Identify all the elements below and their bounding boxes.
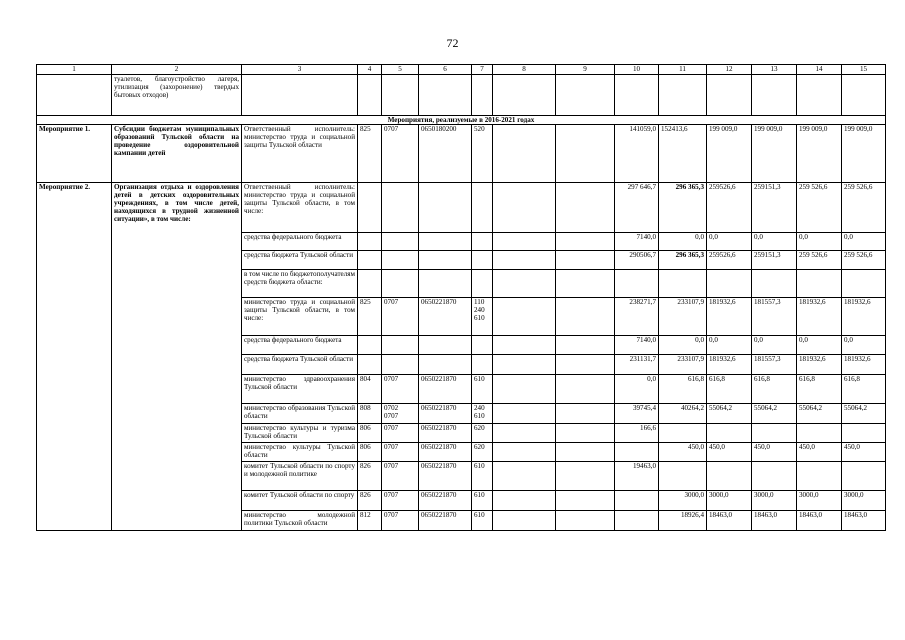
amount-cell: 19463,0 [615,462,659,491]
amount-cell: 55064,2 [707,404,752,424]
target-code-cell [419,336,472,355]
measure-2-row [37,183,886,233]
measure-1-c10: 141059,0 [615,125,659,183]
section-code-cell [382,251,419,270]
code-cell [358,355,382,375]
measure-1-c7: 520 [472,125,493,183]
amount-cell: 290506,7 [615,251,659,270]
measure-1-name: Субсидии бюджетам муниципальных образований Тульской области на проведение оздоровительной кампании детей [112,125,242,183]
measure-1-c6: 0650180200 [419,125,472,183]
expense-code-cell: 110 240 610 [472,298,493,336]
amount-cell: 233107,9 [659,355,707,375]
column-number: 6 [419,65,472,75]
executor-cell: комитет Тульской области по спорту и молодежной политике [242,462,358,491]
amount-cell: 0,0 [707,233,752,251]
code-cell [358,251,382,270]
code-cell: 826 [358,491,382,511]
executor-cell: комитет Тульской области по спорту [242,491,358,511]
target-code-cell: 0650221870 [419,404,472,424]
executor-cell: министерство культуры и туризма Тульской области [242,424,358,443]
executor-cell: министерство здравоохранения Тульской области [242,375,358,404]
amount-cell: 39745,4 [615,404,659,424]
amount-cell: 3000,0 [797,491,842,511]
amount-cell: 18463,0 [707,511,752,531]
amount-cell: 3000,0 [659,491,707,511]
amount-cell [615,270,659,298]
amount-cell: 616,8 [797,375,842,404]
expense-code-cell [472,355,493,375]
target-code-cell: 0650221870 [419,424,472,443]
measure-1-c15: 199 009,0 [842,125,886,183]
amount-cell: 3000,0 [842,491,886,511]
amount-cell [659,270,707,298]
target-code-cell: 0650221870 [419,375,472,404]
column-number-row [37,65,886,75]
amount-cell: 616,8 [842,375,886,404]
measure-1-c11: 152413,6 [659,125,707,183]
section-code-cell [382,355,419,375]
page-number: 72 [446,36,459,50]
amount-cell: 616,8 [659,375,707,404]
amount-cell: 259 526,6 [797,183,842,233]
expense-code-cell [472,183,493,233]
expense-code-cell: 620 [472,443,493,462]
budget-table [36,64,886,531]
section-code-cell [382,233,419,251]
column-number: 2 [112,65,242,75]
code-cell: 804 [358,375,382,404]
expense-code-cell [472,233,493,251]
section-code-cell: 0707 [382,491,419,511]
amount-cell: 181932,6 [842,298,886,336]
executor-cell: министерство культуры Тульской области [242,443,358,462]
amount-cell: 55064,2 [797,404,842,424]
amount-cell: 55064,2 [842,404,886,424]
amount-cell: 18463,0 [752,511,797,531]
amount-cell: 181932,6 [707,298,752,336]
column-number: 9 [556,65,615,75]
column-number: 15 [842,65,886,75]
amount-cell: 450,0 [659,443,707,462]
amount-cell [615,443,659,462]
expense-code-cell [472,336,493,355]
amount-cell: 259151,3 [752,183,797,233]
executor-cell: Ответственный исполнитель: министерство труда и социальной защиты Тульской области, в том числе: [242,183,358,233]
amount-cell [752,424,797,443]
executor-cell: средства бюджета Тульской области [242,355,358,375]
target-code-cell: 0650221870 [419,462,472,491]
target-code-cell [419,251,472,270]
executor-cell: средства федерального бюджета [242,233,358,251]
amount-cell: 181932,6 [842,355,886,375]
executor-cell: средства федерального бюджета [242,336,358,355]
section-code-cell: 0707 [382,298,419,336]
amount-cell: 259526,6 [707,251,752,270]
amount-cell: 0,0 [659,336,707,355]
amount-cell: 7140,0 [615,233,659,251]
section-title-row [37,116,886,125]
executor-cell: министерство образования Тульской области [242,404,358,424]
amount-cell: 0,0 [752,336,797,355]
column-number: 11 [659,65,707,75]
code-cell [358,233,382,251]
expense-code-cell: 610 [472,462,493,491]
amount-cell: 259526,6 [707,183,752,233]
amount-cell [707,270,752,298]
amount-cell: 181932,6 [797,355,842,375]
column-number: 14 [797,65,842,75]
section-code-cell: 0707 [382,375,419,404]
amount-cell: 181932,6 [707,355,752,375]
executor-cell: министерство молодежной политики Тульской области [242,511,358,531]
code-cell: 826 [358,462,382,491]
expense-code-cell: 610 [472,375,493,404]
amount-cell: 0,0 [842,233,886,251]
section-code-cell: 0702 0707 [382,404,419,424]
continuation-row [37,75,886,116]
section-code-cell: 0707 [382,443,419,462]
amount-cell: 296 365,3 [659,251,707,270]
column-number: 8 [493,65,556,75]
amount-cell: 450,0 [842,443,886,462]
amount-cell: 450,0 [752,443,797,462]
amount-cell: 166,6 [615,424,659,443]
target-code-cell: 0650221870 [419,443,472,462]
amount-cell: 0,0 [842,336,886,355]
amount-cell: 181557,3 [752,298,797,336]
amount-cell: 40264,2 [659,404,707,424]
amount-cell: 3000,0 [752,491,797,511]
amount-cell: 0,0 [797,336,842,355]
amount-cell [797,270,842,298]
target-code-cell [419,355,472,375]
amount-cell: 259151,3 [752,251,797,270]
code-cell: 806 [358,443,382,462]
amount-cell [707,462,752,491]
measure-1-c13: 199 009,0 [752,125,797,183]
amount-cell [797,462,842,491]
expense-code-cell [472,270,493,298]
code-cell: 808 [358,404,382,424]
code-cell: 825 [358,298,382,336]
amount-cell [615,491,659,511]
target-code-cell: 0650221870 [419,298,472,336]
amount-cell: 231131,7 [615,355,659,375]
amount-cell [752,462,797,491]
amount-cell: 181932,6 [797,298,842,336]
column-number: 1 [37,65,112,75]
expense-code-cell: 620 [472,424,493,443]
amount-cell: 238271,7 [615,298,659,336]
measure-1-executor: Ответственный исполнитель: министерство труда и социальной защиты Тульской области [242,125,358,183]
column-number: 12 [707,65,752,75]
amount-cell: 0,0 [615,375,659,404]
amount-cell: 18463,0 [842,511,886,531]
amount-cell: 259 526,6 [797,251,842,270]
amount-cell [842,424,886,443]
amount-cell [659,424,707,443]
amount-cell: 259 526,6 [842,183,886,233]
amount-cell [842,462,886,491]
amount-cell: 616,8 [752,375,797,404]
target-code-cell [419,183,472,233]
amount-cell: 0,0 [659,233,707,251]
expense-code-cell: 240 610 [472,404,493,424]
amount-cell: 18926,4 [659,511,707,531]
amount-cell: 296 365,3 [659,183,707,233]
executor-cell: министерство труда и социальной защиты Тульской области, в том числе: [242,298,358,336]
amount-cell [615,511,659,531]
measure-1-label: Мероприятие 1. [37,125,112,183]
code-cell [358,336,382,355]
column-number: 7 [472,65,493,75]
column-number: 13 [752,65,797,75]
code-cell: 806 [358,424,382,443]
amount-cell: 55064,2 [752,404,797,424]
section-code-cell [382,183,419,233]
measure-1-row [37,125,886,183]
column-number: 10 [615,65,659,75]
measure-1-c12: 199 009,0 [707,125,752,183]
amount-cell: 7140,0 [615,336,659,355]
code-cell [358,183,382,233]
section-title: Мероприятия, реализуемые в 2016-2021 годах [37,116,886,125]
amount-cell: 450,0 [707,443,752,462]
measure-2-label: Мероприятие 2. [37,183,112,531]
executor-cell: средства бюджета Тульской области [242,251,358,270]
amount-cell [752,270,797,298]
amount-cell: 0,0 [752,233,797,251]
amount-cell: 450,0 [797,443,842,462]
target-code-cell [419,270,472,298]
amount-cell: 616,8 [707,375,752,404]
column-number: 4 [358,65,382,75]
expense-code-cell: 610 [472,511,493,531]
expense-code-cell: 610 [472,491,493,511]
section-code-cell: 0707 [382,511,419,531]
amount-cell: 259 526,6 [842,251,886,270]
amount-cell: 233107,9 [659,298,707,336]
amount-cell: 0,0 [797,233,842,251]
target-code-cell [419,233,472,251]
amount-cell [842,270,886,298]
amount-cell: 3000,0 [707,491,752,511]
column-number: 3 [242,65,358,75]
amount-cell: 181557,3 [752,355,797,375]
amount-cell [797,424,842,443]
code-cell: 812 [358,511,382,531]
executor-cell: в том числе по бюджетополучателям средств бюджета области: [242,270,358,298]
target-code-cell: 0650221870 [419,511,472,531]
amount-cell [707,424,752,443]
section-code-cell: 0707 [382,424,419,443]
section-code-cell [382,270,419,298]
target-code-cell: 0650221870 [419,491,472,511]
section-code-cell: 0707 [382,462,419,491]
amount-cell: 297 646,7 [615,183,659,233]
measure-1-c14: 199 009,0 [797,125,842,183]
measure-1-c5: 0707 [382,125,419,183]
amount-cell: 18463,0 [797,511,842,531]
column-number: 5 [382,65,419,75]
amount-cell: 0,0 [707,336,752,355]
expense-code-cell [472,251,493,270]
amount-cell [659,462,707,491]
measure-2-name: Организация отдыха и оздоровления детей в детских оздоровительных учреждениях, в том числе детей, находящихся в трудной жизненной ситуации», в том числе: [112,183,242,531]
section-code-cell [382,336,419,355]
continuation-text: туалетов, благоустройство лагеря, утилизация (захоронение) твердых бытовых отходов) [112,75,242,116]
code-cell [358,270,382,298]
measure-1-c4: 825 [358,125,382,183]
